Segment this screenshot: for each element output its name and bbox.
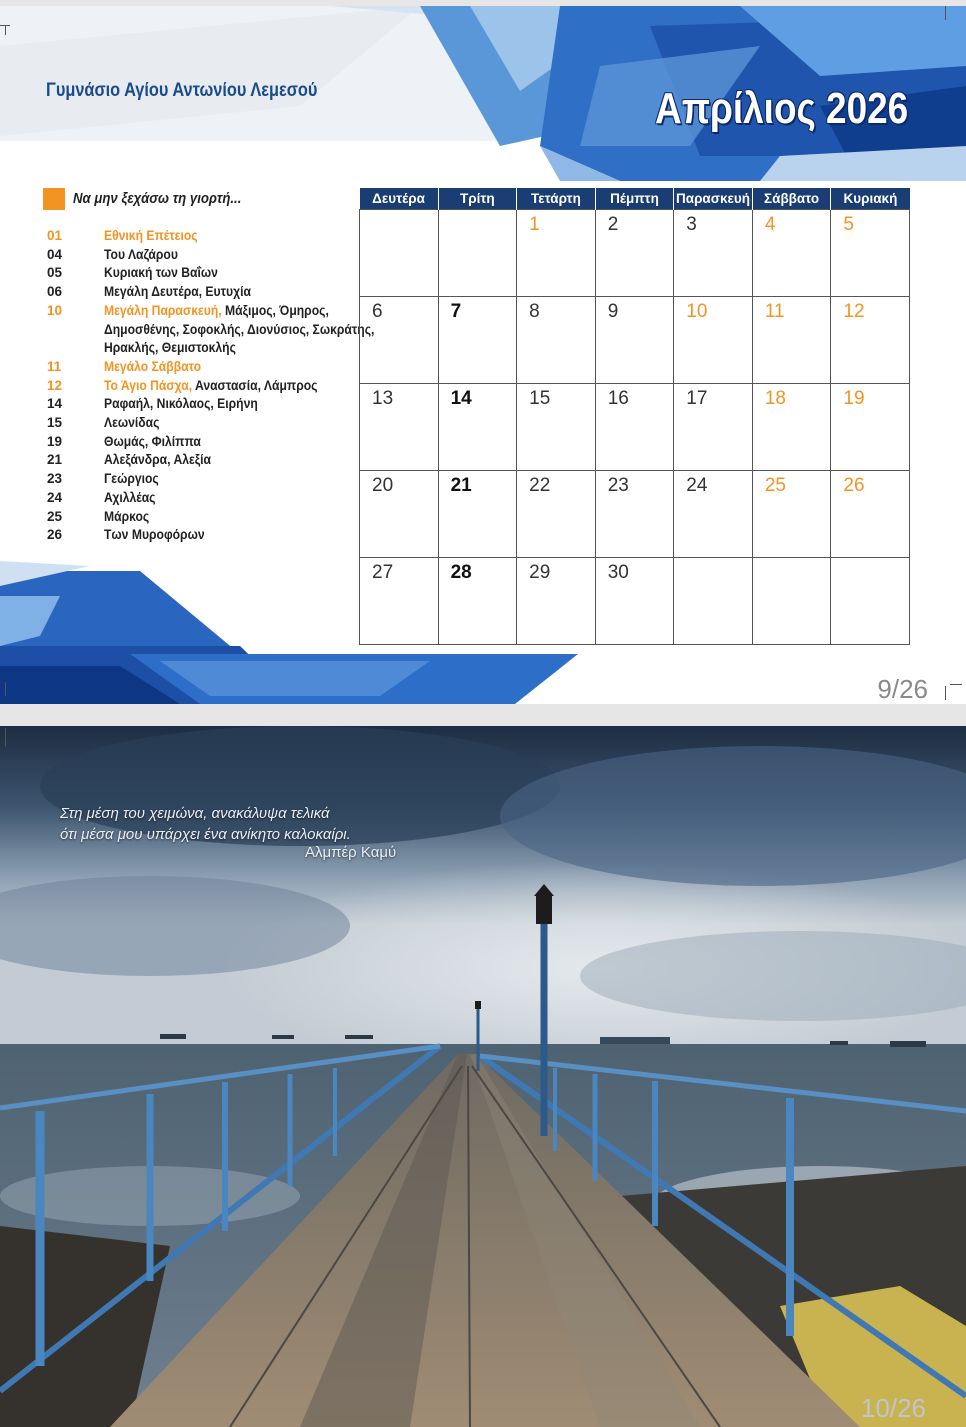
holiday-item — [47, 470, 352, 489]
calendar-day-cell: 10 — [674, 296, 753, 383]
calendar-day-cell — [831, 557, 910, 644]
calendar-day-cell: 3 — [674, 209, 753, 296]
calendar-day-cell: 17 — [674, 383, 753, 470]
holiday-text — [104, 470, 392, 489]
weekday-header: Παρασκευή — [674, 188, 753, 209]
weekday-header: Σάββατο — [752, 188, 831, 209]
holiday-text — [104, 433, 392, 452]
holiday-day: 25 — [47, 508, 63, 524]
holiday-name: Μάρκος — [104, 508, 150, 524]
holiday-name: Μεγάλη Δευτέρα, Ευτυχία — [104, 284, 251, 300]
crop-mark — [5, 25, 6, 35]
calendar-week-row — [360, 470, 910, 557]
calendar-day-cell: 19 — [831, 383, 910, 470]
crop-mark — [0, 25, 10, 26]
calendar-day-cell: 27 — [360, 557, 439, 644]
holiday-item — [47, 227, 352, 246]
quote — [60, 803, 351, 845]
holiday-text — [104, 377, 392, 396]
calendar-day-cell — [438, 209, 517, 296]
holiday-item — [47, 508, 352, 527]
calendar-day-cell: 2 — [595, 209, 674, 296]
calendar-day-cell: 28 — [438, 557, 517, 644]
holiday-day: 05 — [47, 265, 63, 281]
holiday-item — [47, 433, 352, 452]
holiday-day: 10 — [47, 302, 63, 318]
holiday-name: Θωμάς, Φιλίππα — [104, 433, 201, 449]
calendar-day-cell: 16 — [595, 383, 674, 470]
holiday-day: 21 — [47, 452, 63, 468]
holiday-text — [104, 526, 392, 545]
calendar-day-cell: 30 — [595, 557, 674, 644]
calendar-day-cell: 21 — [438, 470, 517, 557]
holiday-text — [104, 246, 392, 265]
crop-mark — [950, 684, 962, 685]
calendar-day-cell: 5 — [831, 209, 910, 296]
weekday-header: Τρίτη — [438, 188, 517, 209]
holiday-item — [47, 526, 352, 545]
holiday-day: 14 — [47, 396, 63, 412]
calendar-day-cell: 1 — [517, 209, 596, 296]
holiday-name: Το Άγιο Πάσχα, — [104, 377, 193, 393]
crop-mark — [945, 686, 946, 700]
holiday-text — [104, 302, 392, 358]
calendar-day-cell — [752, 557, 831, 644]
holiday-item — [47, 358, 352, 377]
calendar-day-cell: 14 — [438, 383, 517, 470]
holiday-day: 12 — [47, 377, 63, 393]
holiday-name: Των Μυροφόρων — [104, 527, 205, 543]
calendar-grid — [359, 188, 910, 645]
calendar-day-cell — [360, 209, 439, 296]
holidays-title: Να μην ξεχάσω τη γιορτή... — [73, 190, 242, 207]
calendar-week-row — [360, 383, 910, 470]
holiday-text — [104, 358, 392, 377]
holiday-item — [47, 264, 352, 283]
crop-mark — [945, 6, 946, 20]
calendar-day-cell: 20 — [360, 470, 439, 557]
calendar-week-row — [360, 296, 910, 383]
holiday-day: 04 — [47, 246, 63, 262]
holiday-day: 23 — [47, 471, 63, 487]
crop-mark — [5, 682, 6, 696]
holiday-day: 15 — [47, 415, 63, 431]
month-title: Απρίλιος 2026 — [655, 84, 909, 133]
calendar-day-cell: 26 — [831, 470, 910, 557]
weekday-header: Τετάρτη — [517, 188, 596, 209]
weekday-header-row — [360, 188, 910, 209]
holiday-item — [47, 414, 352, 433]
holiday-day: 06 — [47, 284, 63, 300]
calendar-day-cell: 13 — [360, 383, 439, 470]
calendar-day-cell: 7 — [438, 296, 517, 383]
calendar-day-cell: 9 — [595, 296, 674, 383]
calendar-day-cell: 24 — [674, 470, 753, 557]
holiday-item — [47, 451, 352, 470]
calendar-day-cell: 12 — [831, 296, 910, 383]
holiday-text — [104, 451, 392, 470]
holiday-name: Αχιλλέας — [104, 489, 156, 505]
calendar-week-row — [360, 557, 910, 644]
school-name: Γυμνάσιο Αγίου Αντωνίου Λεμεσού — [46, 80, 318, 101]
calendar-day-cell: 15 — [517, 383, 596, 470]
holiday-item — [47, 377, 352, 396]
holiday-item — [47, 283, 352, 302]
holiday-day: 26 — [47, 527, 63, 543]
holiday-day: 24 — [47, 489, 63, 505]
holiday-text — [104, 227, 392, 246]
calendar-day-cell: 6 — [360, 296, 439, 383]
quote-line-2: ότι μέσα μου υπάρχει ένα ανίκητο καλοκαίρι. — [60, 826, 351, 843]
weekday-header: Πέμπτη — [595, 188, 674, 209]
weekday-header: Δευτέρα — [360, 188, 439, 209]
calendar-day-cell: 4 — [752, 209, 831, 296]
calendar-day-cell: 8 — [517, 296, 596, 383]
holiday-day: 19 — [47, 433, 63, 449]
page-number-photo: 10/26 — [860, 1393, 926, 1423]
holiday-text — [104, 489, 392, 508]
calendar-day-cell: 18 — [752, 383, 831, 470]
holiday-name: Μεγάλη Παρασκευή, — [104, 302, 222, 318]
holiday-names-rest: Αναστασία, Λάμπρος — [192, 377, 318, 393]
calendar-day-cell: 25 — [752, 470, 831, 557]
holiday-name: Γεώργιος — [104, 471, 159, 487]
holiday-item — [47, 246, 352, 265]
holiday-day: 01 — [47, 228, 63, 243]
holidays-list — [47, 227, 375, 545]
holiday-name: Εθνική Επέτειος — [104, 228, 198, 243]
photo-page — [0, 726, 966, 1427]
calendar-day-cell: 29 — [517, 557, 596, 644]
holiday-text — [104, 414, 392, 433]
holiday-name: Ραφαήλ, Νικόλαος, Ειρήνη — [104, 396, 258, 412]
calendar-day-cell: 11 — [752, 296, 831, 383]
holiday-name: Μεγάλο Σάββατο — [104, 358, 202, 374]
calendar-day-cell: 23 — [595, 470, 674, 557]
calendar-page — [0, 6, 966, 704]
calendar-week-row — [360, 209, 910, 296]
orange-square-icon — [43, 188, 65, 210]
holiday-text — [104, 264, 392, 283]
page-number: 9/26 — [877, 674, 928, 704]
crop-mark — [5, 728, 6, 746]
holiday-name: Λεωνίδας — [104, 415, 160, 431]
calendar-day-cell — [674, 557, 753, 644]
holiday-name: Κυριακή των Βαΐων — [104, 265, 218, 281]
weekday-header: Κυριακή — [831, 188, 910, 209]
holiday-name: Του Λαζάρου — [104, 246, 178, 262]
holiday-text — [104, 508, 392, 527]
holiday-name: Αλεξάνδρα, Αλεξία — [104, 452, 212, 468]
holiday-item — [47, 302, 375, 358]
quote-line-1: Στη μέση του χειμώνα, ανακάλυψα τελικά — [60, 805, 330, 822]
holiday-names-rest: Μάξιμος, Όμηρος, Δημοσθένης, Σοφοκλής, Διονύσιος, Σωκράτης, Ηρακλής, Θεμιστοκλής — [104, 302, 375, 356]
calendar-day-cell: 22 — [517, 470, 596, 557]
holiday-text — [104, 395, 392, 414]
quote-author: Αλμπέρ Καμύ — [305, 844, 397, 861]
holiday-item — [47, 395, 352, 414]
holiday-text — [104, 283, 392, 302]
holiday-item — [47, 489, 352, 508]
holiday-day: 11 — [47, 358, 62, 374]
